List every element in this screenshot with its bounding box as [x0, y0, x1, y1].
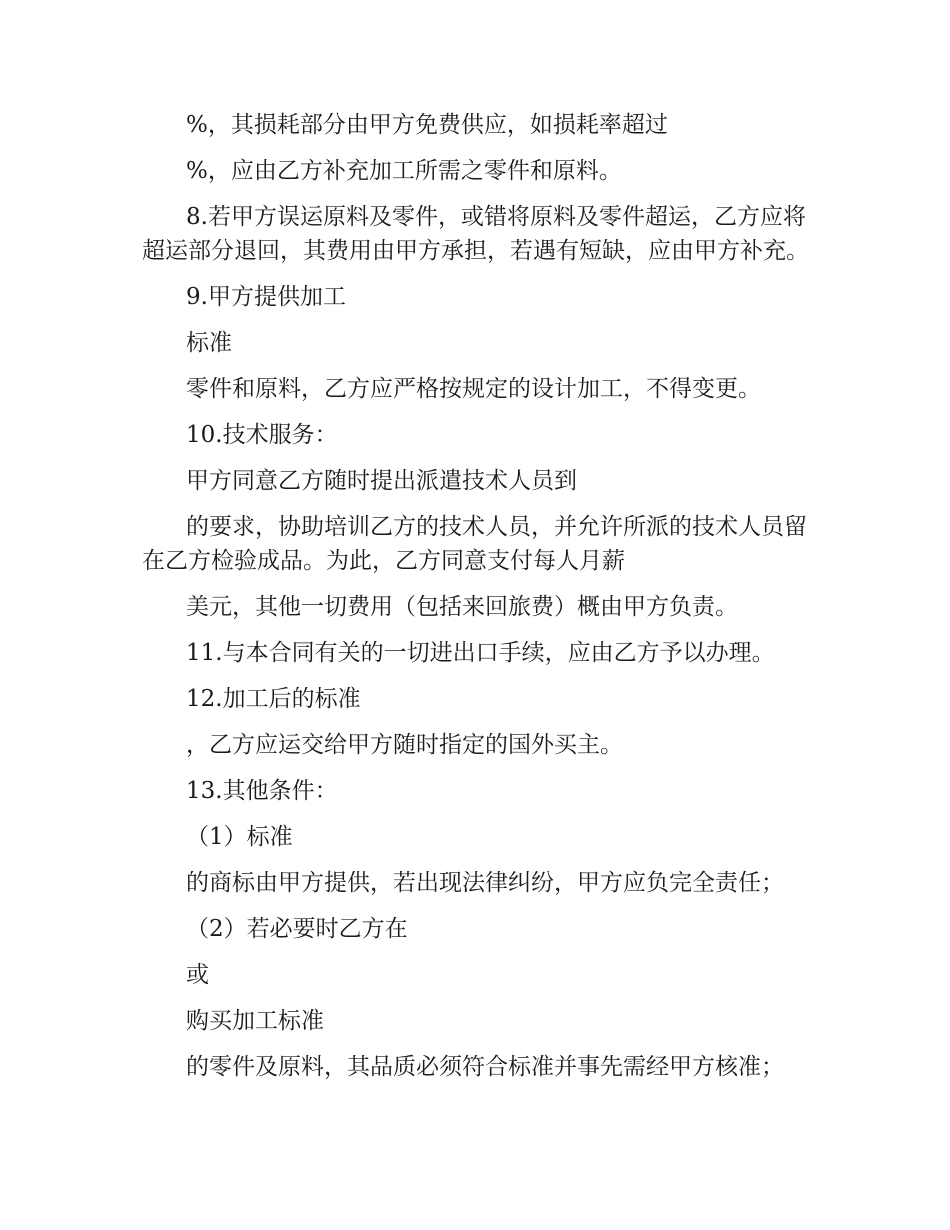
- paragraph-clause-13: 13.其他条件：: [186, 778, 338, 804]
- paragraph-20: 的零件及原料，其品质必须符合标准并事先需经甲方核准；: [186, 1054, 784, 1080]
- paragraph-clause-9: 9.甲方提供加工: [186, 284, 346, 310]
- paragraph-2: %，应由乙方补充加工所需之零件和原料。: [186, 158, 622, 184]
- paragraph-19: 购买加工标准: [186, 1008, 324, 1034]
- paragraph-8: 甲方同意乙方随时提出派遣技术人员到: [186, 468, 577, 494]
- paragraph-clause-11: 11.与本合同有关的一切进出口手续，应由乙方予以办理。: [186, 640, 775, 666]
- paragraph-9: 的要求，协助培训乙方的技术人员，并允许所派的技术人员留在乙方检验成品。为此，乙方同意支付每人月薪: [142, 514, 807, 574]
- paragraph-1: %，其损耗部分由甲方免费供应，如损耗率超过: [186, 112, 668, 138]
- paragraph-17: （2）若必要时乙方在: [186, 916, 408, 942]
- paragraph-clause-8: 8.若甲方误运原料及零件，或错将原料及零件超运，乙方应将超运部分退回，其费用由甲方承担，若遇有短缺，应由甲方补充。: [142, 204, 809, 264]
- paragraph-6: 零件和原料，乙方应严格按规定的设计加工，不得变更。: [186, 376, 761, 402]
- paragraph-18: 或: [186, 962, 209, 988]
- paragraph-10: 美元，其他一切费用（包括来回旅费）概由甲方负责。: [186, 594, 738, 620]
- paragraph-clause-10: 10.技术服务：: [186, 422, 338, 448]
- paragraph-13: ，乙方应运交给甲方随时指定的国外买主。: [186, 732, 623, 758]
- paragraph-clause-12: 12.加工后的标准: [186, 686, 361, 712]
- paragraph-5: 标准: [186, 330, 232, 356]
- paragraph-15: （1）标准: [186, 824, 293, 850]
- paragraph-16: 的商标由甲方提供，若出现法律纠纷，甲方应负完全责任；: [186, 870, 784, 896]
- document-body: [142, 108, 822, 1096]
